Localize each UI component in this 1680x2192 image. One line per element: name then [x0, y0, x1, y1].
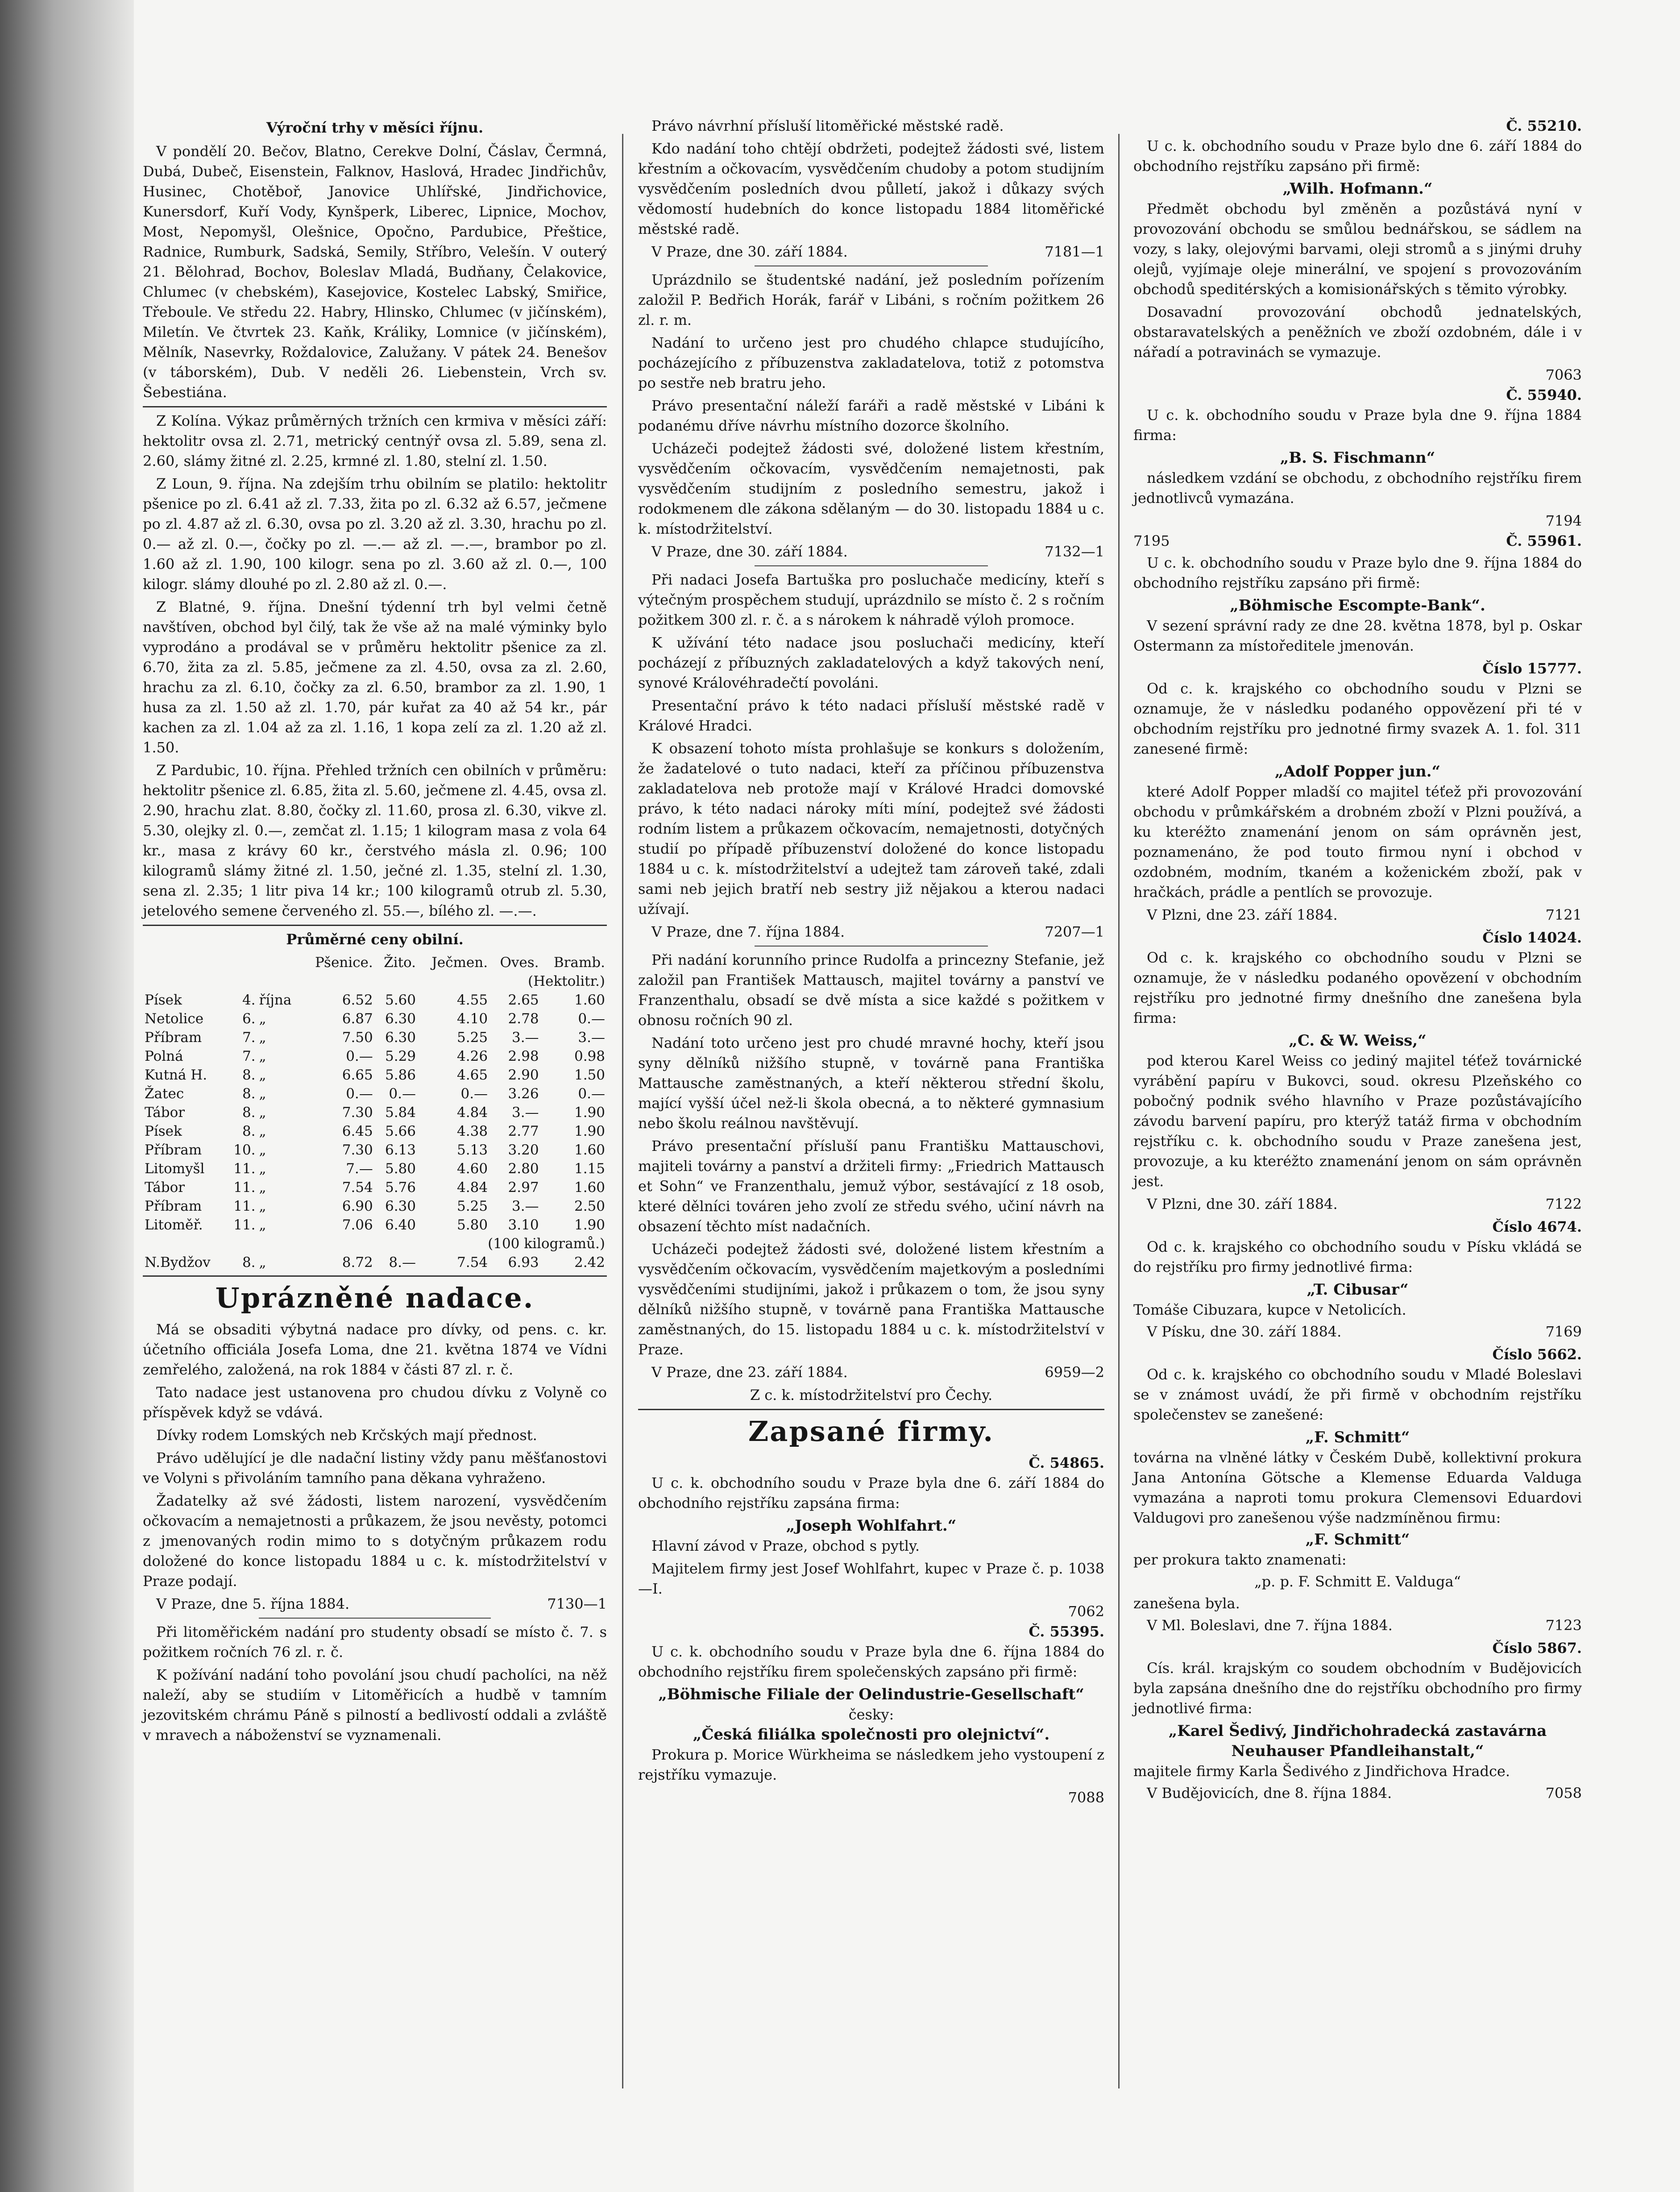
schmitt-signature-form: „p. p. F. Schmitt E. Valduga“: [1254, 1573, 1461, 1590]
bartusek-paragraph: K obsazení tohoto místa prohlašuje se konkurs s doložením, že žadatelové o tuto nadaci, kteří za příčinou příbuzenstva zakladatelova neb protože mají v Králové Hradci domovské právo, k této nadaci nároky míti míní, podejtež své žádosti rodním listem a průkazem očkovacím, nemajetnosti, dotyčných studií po případě příbuzenství doložené do konce listopadu 1884 u c. k. místodržitelství a udejtež tam zároveň také, zdali sami neb jejich bratří neb sestry již nějakou a kterou nadaci užívají.: [638, 740, 1104, 917]
firm-name: „T. Cibusar“: [1307, 1281, 1409, 1299]
fischmann-text: U c. k. obchodního soudu v Praze byla dne 9. října 1884 firma:: [1133, 407, 1582, 444]
cell-town: Písek: [145, 1123, 182, 1139]
table-row: [143, 1216, 607, 1234]
firm-name: „F. Schmitt“: [1305, 1428, 1410, 1446]
cell-day: 11.: [233, 1179, 256, 1196]
cell-price: 6.30: [385, 1030, 416, 1046]
cell-month: „: [259, 1067, 266, 1083]
horak-paragraph: Nadání to určeno jest pro chudého chlapce studujícího, pocházejícího z příbuzenstva zakladatelova, totiž z potomstva po sestře neb bratru jeho.: [638, 334, 1104, 391]
schmitt-text: Od c. k. krajského co obchodního soudu v Mladé Boleslavi se v známost uvádí, že při firmě v obchodním rejstříku společenstev se zanešené:: [1133, 1366, 1582, 1423]
ref-number: 7181—1: [1045, 243, 1104, 260]
cell-day: 11.: [233, 1161, 256, 1177]
cell-town: Kutná H.: [145, 1067, 207, 1083]
cell-price: 8.72: [342, 1254, 373, 1270]
cell-price: 1.90: [574, 1123, 605, 1139]
divider: [755, 565, 988, 566]
ref-number: 7194: [1545, 512, 1582, 529]
scan-shadow: [0, 0, 134, 2192]
cell-day: 11.: [233, 1198, 256, 1214]
firm-name: „Wilh. Hofmann.“: [1282, 180, 1433, 198]
foundations-heading: Uprázněné nadace.: [215, 1282, 535, 1314]
ref-number: 7207—1: [1045, 923, 1104, 940]
table-header-row: [143, 953, 607, 972]
wohlfahrt-text: U c. k. obchodního soudu v Praze byla dne 6. září 1884 do obchodního rejstříku zapsána firma:: [638, 1474, 1104, 1511]
cell-town: Příbram: [145, 1142, 202, 1158]
cell-price: 4.60: [457, 1161, 488, 1177]
ref-number: 7121: [1545, 906, 1582, 923]
case-number: Číslo 14024.: [1482, 929, 1582, 946]
ref-number: 7058: [1545, 1785, 1582, 1802]
case-number: Č. 55961.: [1506, 532, 1582, 549]
cell-town: Tábor: [145, 1104, 185, 1121]
cell-town: Tábor: [145, 1179, 185, 1196]
prices-heading: Průměrné ceny obilní.: [286, 931, 464, 948]
rudolf-text: Při nadání korunního prince Rudolfa a princezny Stefanie, jež založil pan František Mattausch, majitel továrny a panství ve Franzenthalu, obsadí se dvě místa a sice každé s požitkem v obnosu ročních 90 zl.: [638, 951, 1104, 1029]
cell-price: 5.80: [385, 1161, 416, 1177]
ref-number: 7088: [1068, 1789, 1104, 1806]
column-rule-1: [622, 134, 623, 2088]
case-number: Č. 55940.: [1506, 386, 1582, 403]
cell-month: „: [259, 1030, 266, 1046]
cell-price: 6.65: [342, 1067, 373, 1083]
divider: [143, 1275, 607, 1277]
column-2: [638, 116, 1104, 2102]
table-row: [143, 1178, 607, 1197]
cell-price: 2.80: [508, 1161, 539, 1177]
cell-town: Písek: [145, 992, 182, 1008]
bartusek-text: Při nadaci Josefa Bartuška pro posluchače medicíny, kteří s výtečným prospěchem studují, uprázdnilo se místo č. 2 s ročním požitkem 300 zl. r. č. a s nárokem k náhradě výloh promoce.: [638, 571, 1104, 628]
firm-name: „Böhmische Filiale der Oelindustrie-Gesellschaft“: [658, 1686, 1084, 1703]
table-row: [143, 1084, 607, 1103]
cell-town: Příbram: [145, 1198, 202, 1214]
hofmann-paragraph: Dosavadní provozování obchodů jednatelských, obstaravatelských a peněžních ve zboží ozdobném, dále i v nářadí a potravinách se vymazuje.: [1133, 303, 1582, 361]
cell-price: 7.30: [342, 1142, 373, 1158]
date: V Praze, dne 7. října 1884.: [651, 923, 845, 940]
cell-price: 1.90: [574, 1217, 605, 1233]
cell-price: 2.77: [508, 1123, 539, 1139]
sedivy-signature: [1133, 1783, 1582, 1803]
cell-town: Polná: [145, 1048, 183, 1064]
date: V Praze, dne 30. září 1884.: [651, 543, 848, 560]
cell-price: 3.—: [511, 1104, 539, 1121]
weiss-text: Od c. k. krajského co obchodního soudu v Plzni se oznamuje, že v následku podaného opovězení v obchodním rejstříku pro jednotné firmy dnešního dne zanešena byla firma:: [1133, 949, 1582, 1026]
cell-price: 3.—: [511, 1030, 539, 1046]
cell-price: 4.55: [457, 992, 488, 1008]
date: V Písku, dne 30. září 1884.: [1147, 1323, 1342, 1340]
rudolf-paragraph: Nadání toto určeno jest pro chudé mravné hochy, kteří jsou syny dělníků nižšího stupně, v továrně pana Františka Mattausche zaměstnaných, a kteří některou střední školu, mající vyšší účel než-li škola obecná, a to některé gymnasium nebo školu reálnou navštěvují.: [638, 1034, 1104, 1132]
table-row: [143, 1066, 607, 1084]
louny-report: Z Loun, 9. října. Na zdejším trhu obilním se platilo: hektolitr pšenice po zl. 6.41 až zl. 7.33, žita po zl. 6.32 až 6.57, ječmene po zl. 4.87 až zl. 6.30, ovsa po zl. 3.20 až zl. 3.30, hrachu po zl. 0.— až zl. 0.—, čočky po zl. —.— až zl. —.—, brambor po zl. 1.60 až zl. 1.90, 100 kilogr. sena po zl. 3.60 až zl. 0.—, 100 kilogr. slámy dlouhé po zl. 2.80 až zl. 0.—.: [143, 475, 607, 593]
cell-month: „: [259, 1161, 266, 1177]
ref-number: 6959—2: [1045, 1364, 1104, 1381]
loma-paragraph: Žadatelky až své žádosti, listem narození, vysvědčením očkovacím a nemajetnosti a průkazem, že jsou nevěsty, potomci z jmenovaných rodin mimo to s dotyčným průkazem rodu doložené do konce listopadu 1884 u c. k. místodržitelství v Praze podají.: [143, 1492, 607, 1590]
firm-name: „F. Schmitt“: [1305, 1531, 1410, 1549]
cell-price: 2.97: [508, 1179, 539, 1196]
oel-paragraph: Prokura p. Morice Würkheima se následkem jeho vystoupení z rejstříku vymazuje.: [638, 1746, 1104, 1783]
cell-day: 6.: [242, 1011, 256, 1027]
grain-prices-table: [143, 953, 607, 1272]
blatna-report: Z Blatné, 9. října. Dnešní týdenní trh byl velmi četně navštíven, obchod byl čilý, tak že vše až na malé výminky bylo vyprodáno a prodával se v průměru hektolitr pšenice za zl. 6.70, žita za zl. 5.85, ječmene za zl. 4.50, ovsa za zl. 2.60, hrachu za zl. 6.10, čočky za zl. 6.50, brambor za zl. 1.90, 1 husa za zl. 1.50 až zl. 1.70, pár kuřat za 40 až 54 kr., pár kachen za zl. 1.04 až za zl. 1.16, 1 kopa zelí za zl. 1.20 až zl. 1.50.: [143, 598, 607, 756]
firm-translation-label: česky:: [848, 1706, 894, 1723]
popper-signature: [1133, 905, 1582, 925]
wohlfahrt-paragraph: Hlavní závod v Praze, obchod s pytly.: [651, 1537, 920, 1554]
schmitt-signature: [1133, 1615, 1582, 1636]
cell-price: 2.50: [574, 1198, 605, 1214]
loma-signature: [143, 1594, 607, 1614]
cibusar-signature: [1133, 1322, 1582, 1342]
newspaper-page: [134, 116, 1584, 2102]
divider: [755, 946, 988, 947]
cell-price: 0.—: [578, 1086, 605, 1102]
schmitt-paragraph: zanešena byla.: [1133, 1595, 1240, 1612]
rudolf-signature: [638, 1362, 1104, 1382]
ref-number: 7123: [1545, 1617, 1582, 1634]
cell-price: 5.84: [385, 1104, 416, 1121]
unit-row: [143, 1234, 607, 1253]
cell-price: 7.30: [342, 1104, 373, 1121]
rudolf-authority: Z c. k. místodržitelství pro Čechy.: [750, 1387, 993, 1403]
cell-town: Netolice: [145, 1011, 204, 1027]
cell-price: 1.15: [574, 1161, 605, 1177]
litomerice-text: Při litoměřickém nadání pro studenty obsadí se místo č. 7. s požitkem ročních 76 zl. r. č.: [143, 1623, 607, 1661]
horak-paragraph: Ucházeči podejtež žádosti své, doložené listem křestním, vysvědčením očkovacím, vysvědčením nemajetnosti, pak vysvědčením studijním z posledního semestru, jakož i rodokmenem dle zákona sdělaným — do 30. listopadu 1884 u c. k. místodržitelství.: [638, 440, 1104, 537]
cell-day: 8.: [242, 1104, 256, 1121]
firm-name: „Adolf Popper jun.“: [1274, 763, 1441, 780]
column-header: Bramb.: [553, 955, 605, 971]
cell-price: 6.40: [385, 1217, 416, 1233]
cell-price: 2.98: [508, 1048, 539, 1064]
weiss-paragraph: pod kterou Karel Weiss co jediný majitel téťež továrnické vyrábění papíru v Bukovci, soud. okresu Plzeňského co pobočný podnik svého hlavního v Praze pozůstávajícího závodu barvení papíru, pro kterýž tatáž firma v obchodním rejstříku c. k. obchodního soudu v Praze zanešena jest, provozuje, a ku kteréžto znamenání jenom on sám oprávněn jest.: [1133, 1052, 1582, 1190]
divider: [259, 1618, 491, 1619]
cell-price: 0.—: [460, 1086, 488, 1102]
cibusar-text: Od c. k. krajského co obchodního soudu v Písku vkládá se do rejstříku pro firmy jednotlivé firma:: [1133, 1238, 1582, 1275]
bartusek-paragraph: Presentační právo k této nadaci přísluší městské radě v Králové Hradci.: [638, 697, 1104, 734]
date: V Praze, dne 23. září 1884.: [651, 1364, 848, 1381]
column-rule-2: [1118, 134, 1120, 2088]
case-line: [1133, 531, 1582, 551]
date: V Plzni, dne 23. září 1884.: [1147, 906, 1338, 923]
cell-price: 5.60: [385, 992, 416, 1008]
escompte-paragraph: V sezení správní rady ze dne 28. května 1878, byl p. Oskar Ostermann za místoředitele jmenován.: [1133, 617, 1582, 654]
cell-price: 4.65: [457, 1067, 488, 1083]
cell-price: 3.26: [508, 1086, 539, 1102]
escompte-text: U c. k. obchodního soudu v Praze bylo dne 9. října 1884 do obchodního rejstříku zapsáno při firmě:: [1133, 554, 1582, 591]
column-header: Ječmen.: [431, 955, 488, 971]
firm-name: „Karel Šedivý, Jindřichohradecká zastavárna Neuhauser Pfandleihanstalt,“: [1168, 1722, 1547, 1760]
wohlfahrt-paragraph: Majitelem firmy jest Josef Wohlfahrt, kupec v Praze č. p. 1038—I.: [638, 1560, 1104, 1597]
cell-day: 7.: [242, 1048, 256, 1064]
firms-heading: Zapsané firmy.: [748, 1415, 994, 1448]
column-1: [143, 116, 607, 2102]
pardubice-report: Z Pardubic, 10. října. Přehled tržních cen obilních v průměru: hektolitr pšenice zl. 6.85, žita zl. 5.60, ječmene zl. 4.45, ovsa zl. 2.90, hrachu zlat. 8.80, čočky zl. 11.60, prosa zl. 6.30, vikve zl. 5.30, olejky zl. 0.—, zemčat zl. 1.15; 1 kilogram masa z vola 64 kr., masa z krávy 60 kr., čerstvého másla zl. 0.96; 100 kilogramů slámy žitné zl. 1.50, ječné zl. 1.35, stelní zl. 1.30, sena zl. 2.35; 1 litr piva 14 kr.; 100 kilogramů otrub zl. 5.30, jetelového semene červeného zl. 55.—, bílého zl. —.—.: [143, 762, 607, 919]
loma-paragraph: Dívky rodem Lomských neb Krčských mají přednost.: [156, 1427, 537, 1444]
cell-price: 2.65: [508, 992, 539, 1008]
column-header: Oves.: [500, 955, 539, 971]
schmitt-paragraph: továrna na vlněné látky v Českém Dubě, kollektivní prokura Jana Antonína Götsche a Klemense Eduarda Valduga vymazána a naproti tomu prokura Clemensovi Eduardovi Valdugovi pro zanešenou výše nadzmíněnou firmu:: [1133, 1449, 1582, 1526]
cell-price: 1.60: [574, 1142, 605, 1158]
table-row: [143, 1009, 607, 1028]
cell-price: 0.98: [574, 1048, 605, 1064]
divider: [143, 925, 607, 926]
cell-price: 5.80: [457, 1217, 488, 1233]
cell-price: 5.86: [385, 1067, 416, 1083]
cell-month: „: [259, 1198, 266, 1214]
ref-number: 7062: [1068, 1603, 1104, 1620]
horak-paragraph: Právo presentační náleží faráři a radě městské v Libáni k podanému dříve návrhu místního dozorce školního.: [638, 397, 1104, 434]
cell-town: Žatec: [145, 1086, 184, 1102]
cell-price: 6.13: [385, 1142, 416, 1158]
cell-month: října: [259, 992, 292, 1008]
price-rows: [143, 991, 607, 1272]
table-row: [143, 1159, 607, 1178]
cell-month: „: [259, 1254, 266, 1270]
rudolf-paragraph: Ucházeči podejtež žádosti své, doložené listem křestním a vysvědčením očkovacím, vysvědčením majetkovým a posledními vysvědčeními studijními, jakož i průkazem o tom, že jsou syny dělníků nižšího stupně, v továrně pana Františka Mattausche zaměstnaných, do 15. listopadu 1884 u c. k. místodržitelství v Praze.: [638, 1241, 1104, 1358]
unit-label: (100 kilogramů.): [488, 1236, 605, 1252]
cell-price: 4.84: [457, 1104, 488, 1121]
case-number: Číslo 5662.: [1492, 1346, 1582, 1363]
table-row: [143, 1253, 607, 1272]
date: V Praze, dne 30. září 1884.: [651, 243, 848, 260]
cell-price: 1.90: [574, 1104, 605, 1121]
cell-price: 5.29: [385, 1048, 416, 1064]
table-row: [143, 991, 607, 1009]
date: V Ml. Boleslavi, dne 7. října 1884.: [1147, 1617, 1393, 1634]
cell-price: 2.42: [574, 1254, 605, 1270]
table-row: [143, 1122, 607, 1141]
cell-price: 5.66: [385, 1123, 416, 1139]
table-row: [143, 1103, 607, 1122]
cell-price: 4.10: [457, 1011, 488, 1027]
cell-price: 5.25: [457, 1030, 488, 1046]
litomerice-paragraph: Kdo nadání toho chtějí obdržeti, podejtež žádosti své, listem křestním a očkovacím, vysvědčením chudoby a potom studijním vysvědčením posledních dvou půlletí, jakož i důkazy svých vědomostí hudebních do konce listopadu 1884 litoměřické městské radě.: [638, 140, 1104, 237]
fairs-text: V pondělí 20. Bečov, Blatno, Cerekve Dolní, Čáslav, Čermná, Dubá, Dubeč, Eisenstein, Falknov, Haslová, Hradec Jindřichův, Husinec, Chotěboř, Janovice Uhlířské, Jindřichovice, Kunersdorf, Kuří Vody, Kynšperk, Liberec, Lipnice, Mochov, Most, Nepomyšl, Olešnice, Opočno, Pardubice, Přeštice, Radnice, Rumburk, Sadská, Semily, Stříbro, Velešín. V outerý 21. Bělohrad, Bochov, Boleslav Mladá, Budňany, Čelakovice, Chlumec (v chebském), Kasejovice, Kostelec Labský, Smiřice, Třeboule. Ve středu 22. Habry, Hlinsko, Chlumec (v jičínském), Miletín. Ve čtvrtek 23. Kaňk, Králiky, Lomnice (v jičínském), Mělník, Nasevrky, Roždalovice, Zalužany. V pátek 24. Benešov (v táborském), Dub. V neděli 26. Liebenstein, Vrch sv. Šebestiána.: [143, 143, 607, 401]
hofmann-text: U c. k. obchodního soudu v Praze bylo dne 6. září 1884 do obchodního rejstříku zapsáno při firmě:: [1133, 137, 1582, 174]
cell-price: 7.50: [342, 1030, 373, 1046]
horak-signature: [638, 542, 1104, 562]
cell-price: 6.90: [342, 1198, 373, 1214]
cell-price: 2.90: [508, 1067, 539, 1083]
ref-number: 7063: [1545, 366, 1582, 383]
table-row: [143, 1141, 607, 1159]
litomerice-paragraph: K požívání nadání toho povolání jsou chudí pacholíci, na něž naleží, aby se studiím v Litoměřicích a hudbě v tamním jezovitském chrámu Páně s pilností a bedlivostí oddali a zvláště v mravech a náboženství se vyznamenali.: [143, 1666, 607, 1744]
cell-price: 3.20: [508, 1142, 539, 1158]
bartusek-signature: [638, 922, 1104, 942]
horak-text: Uprázdnilo se študentské nadání, jež posledním pořízením založil P. Bedřich Horák, farář v Libáni, s ročním požitkem 26 zl. r. m.: [638, 271, 1104, 328]
sedivy-text: Cís. král. krajským co soudem obchodním v Budějovicích byla zapsána dnešního dne do rejstříku obchodního pro firmy jednotlivé firma:: [1133, 1660, 1582, 1717]
litomerice-signature: [638, 242, 1104, 262]
cell-day: 4.: [242, 992, 256, 1008]
cell-price: 4.84: [457, 1179, 488, 1196]
cell-day: 8.: [242, 1123, 256, 1139]
rudolf-paragraph: Právo presentační přísluší panu Františku Mattauschovi, majiteli továrny a panství a držiteli firmy: „Friedrich Mattausch et Sohn“ ve Franzenthalu, jemuž výbor, sestávající z 18 osob, které dělníci továren jeho zvolí ze středu svého, učiní návrh na obsazení těchto míst nadačních.: [638, 1138, 1104, 1235]
cell-price: 0.—: [346, 1048, 373, 1064]
cell-town: Litoměř.: [145, 1217, 203, 1233]
case-number: Č. 55395.: [1029, 1623, 1104, 1640]
cell-price: 1.60: [574, 992, 605, 1008]
divider: [143, 406, 607, 407]
ref-number: 7130—1: [547, 1595, 607, 1612]
cell-price: 0.—: [346, 1086, 373, 1102]
cell-day: 8.: [242, 1067, 256, 1083]
hofmann-paragraph: Předmět obchodu byl změněn a pozůstává nyní v provozování obchodu se smůlou bednářskou, se sádlem na vozy, s laky, olejovými barvami, oleji stromů a s jinými druhy olejů, vyjímaje oleje minerální, ve spojení s provozováním obchodů speditérských a komisionářských s těmito výrobky.: [1133, 200, 1582, 298]
kolin-report: Z Kolína. Výkaz průměrných tržních cen krmiva v měsíci září: hektolitr ovsa zl. 2.71, metrický centnýř ovsa zl. 5.89, sena zl. 2.60, slámy žitné zl. 2.25, krmné zl. 1.80, stelní zl. 1.50.: [143, 412, 607, 469]
table-row: [143, 1047, 607, 1066]
cell-price: 7.54: [457, 1254, 488, 1270]
cell-month: „: [259, 1217, 266, 1233]
cell-month: „: [259, 1011, 266, 1027]
cell-town: Příbram: [145, 1030, 202, 1046]
cell-month: „: [259, 1123, 266, 1139]
cell-price: 6.30: [385, 1011, 416, 1027]
cell-month: „: [259, 1142, 266, 1158]
sedivy-paragraph: majitele firmy Karla Šedivého z Jindřichova Hradce.: [1133, 1763, 1510, 1780]
loma-text: Má se obsaditi výbytná nadace pro dívky, od pens. c. kr. účetního officiála Josefa Loma, dne 21. května 1874 ve Vídni zemřelého, založená, na rok 1884 v části 87 zl. r. č.: [143, 1321, 607, 1378]
ref-number: 7132—1: [1045, 543, 1104, 560]
cibusar-paragraph: Tomáše Cibuzara, kupce v Netolicích.: [1133, 1301, 1406, 1318]
cell-price: 5.25: [457, 1198, 488, 1214]
date: V Budějovicích, dne 8. října 1884.: [1147, 1785, 1392, 1802]
cell-price: 8.—: [389, 1254, 416, 1270]
cell-price: 6.93: [508, 1254, 539, 1270]
cell-day: 10.: [233, 1142, 256, 1158]
ref-number: 7169: [1545, 1323, 1582, 1340]
case-number: Č. 55210.: [1506, 117, 1582, 134]
cell-month: „: [259, 1086, 266, 1102]
bartusek-paragraph: K užívání této nadace jsou posluchači medicíny, kteří pocházejí z příbuzných zakladatelových a když takových není, synové Královéhradečtí povoláni.: [638, 634, 1104, 691]
case-number: Číslo 15777.: [1482, 660, 1582, 677]
cell-price: 4.26: [457, 1048, 488, 1064]
cell-day: 8.: [242, 1086, 256, 1102]
cell-price: 5.13: [457, 1142, 488, 1158]
case-number: Číslo 4674.: [1492, 1218, 1582, 1235]
cell-price: 6.87: [342, 1011, 373, 1027]
firm-name: „B. S. Fischmann“: [1280, 449, 1435, 467]
firm-name: „Böhmische Escompte-Bank“.: [1230, 597, 1485, 614]
cell-price: 6.30: [385, 1198, 416, 1214]
popper-text: Od c. k. krajského co obchodního soudu v Plzni se oznamuje, že v následku podaného oppovězení při té v obchodním rejstříku pro jednotné firmy svazek A. 1. fol. 311 zanesené firmě:: [1133, 680, 1582, 757]
cell-price: 7.54: [342, 1179, 373, 1196]
firm-name: „Joseph Wohlfahrt.“: [786, 1517, 957, 1535]
loma-paragraph: Tato nadace jest ustanovena pro chudou dívku z Volyně co příspěvek když se vdává.: [143, 1384, 607, 1421]
cell-price: 3.10: [508, 1217, 539, 1233]
cell-price: 3.—: [578, 1030, 605, 1046]
column-3: [1133, 116, 1582, 2102]
date: V Plzni, dne 30. září 1884.: [1147, 1196, 1338, 1212]
cell-town: Litomyšl: [145, 1161, 205, 1177]
loma-paragraph: Právo udělující je dle nadační listiny vždy panu měšťanostovi ve Volyni s přivoláním tamního pana děkana vyhraženo.: [143, 1449, 607, 1486]
cell-price: 7.06: [342, 1217, 373, 1233]
cell-month: „: [259, 1179, 266, 1196]
cell-price: 7.—: [346, 1161, 373, 1177]
cell-day: 11.: [233, 1217, 256, 1233]
weiss-signature: [1133, 1194, 1582, 1214]
popper-paragraph: které Adolf Popper mladší co majitel téťež při provozování obchodu v průmkářském a drobném zboží v Plzni používá, a ku kteréžto znamenání jenom on sám oprávněn jest, poznamenáno, že pod touto firmou nyní i obchod v ozdobném, modním, tkaném a koženickém zboží, pak v hračkách, prádle a pentlích se provozuje.: [1133, 783, 1582, 901]
cell-price: 2.78: [508, 1011, 539, 1027]
column-header: Žito.: [384, 955, 416, 971]
cell-price: 1.60: [574, 1179, 605, 1196]
column-header: Pšenice.: [315, 955, 373, 971]
cell-price: 3.—: [511, 1198, 539, 1214]
litomerice-continued: Právo návrhní přísluší litoměřické městské radě.: [651, 117, 1004, 134]
cell-price: 0.—: [578, 1011, 605, 1027]
ref-number: 7122: [1545, 1196, 1582, 1212]
cell-price: 1.50: [574, 1067, 605, 1083]
cell-town: N.Bydžov: [145, 1254, 211, 1270]
oel-text: U c. k. obchodního soudu v Praze byla dne 6. října 1884 do obchodního rejstříku firem společenských zapsáno při firmě:: [638, 1643, 1104, 1680]
fischmann-paragraph: následkem vzdání se obchodu, z obchodního rejstříku firem jednotlivců vymazána.: [1133, 469, 1582, 506]
fairs-heading: Výroční trhy v měsíci říjnu.: [266, 119, 484, 136]
cell-price: 4.38: [457, 1123, 488, 1139]
ref-number: 7195: [1133, 532, 1170, 549]
case-number: Číslo 5867.: [1492, 1640, 1582, 1656]
firm-name: „C. & W. Weiss,“: [1289, 1032, 1427, 1050]
date: V Praze, dne 5. října 1884.: [156, 1595, 350, 1612]
cell-day: 7.: [242, 1030, 256, 1046]
cell-price: 6.52: [342, 992, 373, 1008]
divider: [638, 1409, 1104, 1410]
unit-row: [143, 972, 607, 991]
schmitt-paragraph: per prokura takto znamenati:: [1133, 1551, 1347, 1568]
unit-label: (Hektolitr.): [527, 973, 605, 989]
cell-price: 0.—: [389, 1086, 416, 1102]
cell-month: „: [259, 1048, 266, 1064]
table-row: [143, 1028, 607, 1047]
table-row: [143, 1197, 607, 1216]
case-number: Č. 54865.: [1029, 1454, 1104, 1471]
cell-month: „: [259, 1104, 266, 1121]
cell-day: 8.: [242, 1254, 256, 1270]
cell-price: 6.45: [342, 1123, 373, 1139]
cell-price: 5.76: [385, 1179, 416, 1196]
firm-name-czech: „Česká filiálka společnosti pro olejnictví“.: [693, 1726, 1050, 1744]
